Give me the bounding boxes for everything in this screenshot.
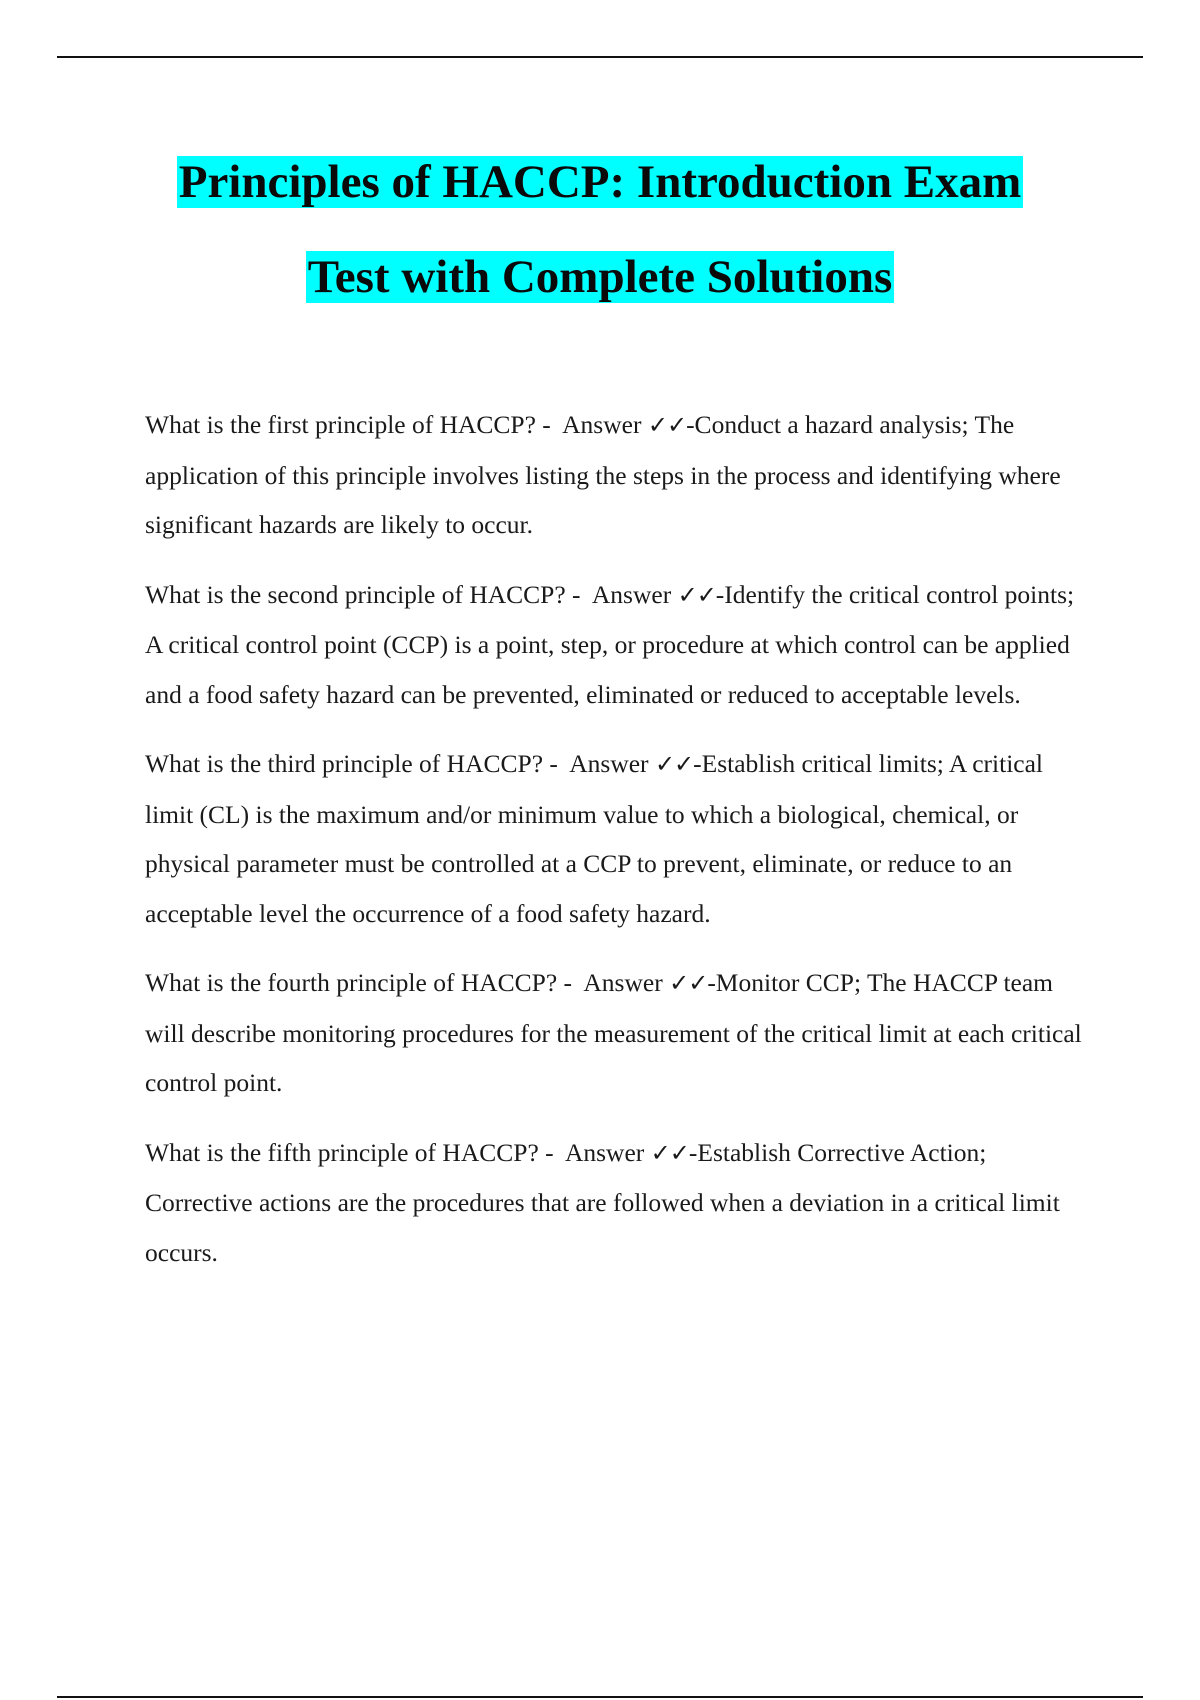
- qa-item-5: [145, 1128, 1095, 1278]
- title-line-2-text: Test with Complete Solutions: [307, 251, 893, 303]
- double-check-icon: ✓✓: [647, 411, 687, 439]
- double-check-icon: ✓✓: [650, 1138, 689, 1167]
- double-check-icon: ✓✓: [677, 580, 716, 609]
- answer-label: Answer: [569, 749, 649, 778]
- question-text: What is the second principle of HACCP? -: [145, 579, 581, 609]
- answer-label: Answer: [564, 1137, 645, 1167]
- top-rule: [57, 56, 1143, 58]
- answer-text: -Conduct a hazard analysis; The application of this principle involves listing the steps in the process and identifying where significant hazards are likely to occur.: [145, 410, 1061, 539]
- title-line-1: [0, 140, 1200, 235]
- answer-label: Answer: [562, 410, 642, 439]
- answer-text: -Establish Corrective Action; Corrective actions are the procedures that are followed when a deviation in a critical limit occurs.: [145, 1137, 1060, 1267]
- qa-item-4: [145, 958, 1095, 1108]
- bottom-rule: [57, 1696, 1143, 1698]
- answer-label: Answer: [583, 968, 663, 997]
- answer-label: Answer: [591, 579, 672, 609]
- qa-item-3: [145, 739, 1095, 938]
- answer-text: -Monitor CCP; The HACCP team will describe monitoring procedures for the measurement of the critical limit at each critical control point.: [145, 968, 1082, 1097]
- title-line-2: [0, 235, 1200, 330]
- question-text: What is the fourth principle of HACCP? -: [145, 968, 573, 997]
- question-text: What is the fifth principle of HACCP? -: [145, 1137, 554, 1167]
- answer-text: -Establish critical limits; A critical limit (CL) is the maximum and/or minimum value to which a biological, chemical, or physical parameter must be controlled at a CCP to prevent, eliminate, or reduce to an acceptable level the occurrence of a food safety hazard.: [145, 749, 1043, 928]
- double-check-icon: ✓✓: [669, 969, 708, 997]
- question-text: What is the first principle of HACCP? -: [145, 410, 551, 439]
- double-check-icon: ✓✓: [654, 750, 694, 778]
- question-text: What is the third principle of HACCP? -: [145, 749, 558, 778]
- qa-item-2: [145, 570, 1095, 720]
- qa-item-1: [145, 400, 1095, 550]
- answer-text: -Identify the critical control points; A critical control point (CCP) is a point, step, or procedure at which control can be applied and a food safety hazard can be prevented, eliminated or reduced to acceptable levels.: [145, 579, 1075, 709]
- document-title: [0, 140, 1200, 330]
- qa-list: [145, 400, 1095, 1297]
- title-line-1-text: Principles of HACCP: Introduction Exam: [178, 156, 1022, 208]
